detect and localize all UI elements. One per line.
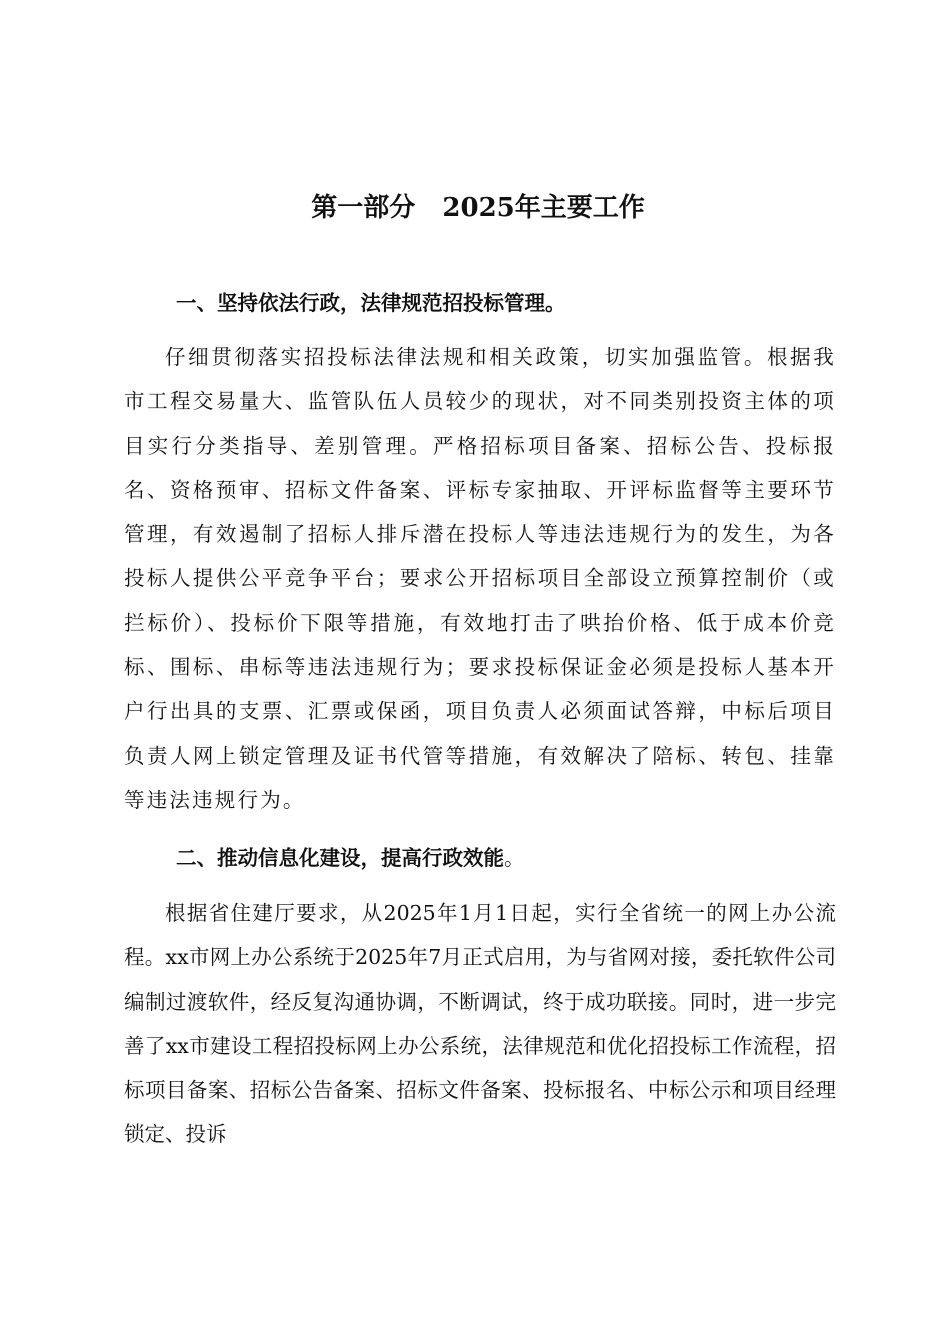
section-1-paragraph: 仔细贯彻落实招投标法律法规和相关政策，切实加强监管。根据我市工程交易量大、监管队伍人员较少的现状，对不同类别投资主体的项目实行分类指导、差别管理。严格招标项目备案、招标公告、投标报名、资格预审、招标文件备案、评标专家抽取、开评标监督等主要环节管理，有效遏制了招标人排斥潜在投标人等违法违规行为的发生，为各投标人提供公平竞争平台；要求公开招标项目全部设立预算控制价（或拦标价）、投标价下限等措施，有效地打击了哄抬价格、低于成本价竞标、围标、串标等违法违规行为；要求投标保证金必须是投标人基本开户行出具的支票、汇票或保函，项目负责人必须面试答辩，中标后项目负责人网上锁定管理及证书代管等措施，有效解决了陪标、转包、挂靠等违法违规行为。 bbox=[124, 345, 836, 812]
page-title: 第一部分 2025年主要工作 bbox=[311, 193, 645, 223]
section-2-heading-tail: 。 bbox=[504, 846, 525, 870]
section-1-heading bbox=[176, 288, 836, 318]
section-2-heading-text: 二、推动信息化建设，提高行政效能 bbox=[176, 846, 504, 870]
section-1-heading-text: 一、坚持依法行政，法律规范招投标管理。 bbox=[176, 291, 566, 315]
section-2-heading bbox=[176, 843, 836, 873]
section-2-paragraph: 根据省住建厅要求，从2025年1月1日起，实行全省统一的网上办公流程。xx市网上办公系统于2025年7月正式启用，为与省网对接，委托软件公司编制过渡软件，经反复沟通协调，不断调试，终于成功联接。同时，进一步完善了xx市建设工程招投标网上办公系统，法律规范和优化招投标工作流程，招标项目备案、招标公告备案、招标文件备案、投标报名、中标公示和项目经理锁定、投诉 bbox=[124, 901, 836, 1147]
